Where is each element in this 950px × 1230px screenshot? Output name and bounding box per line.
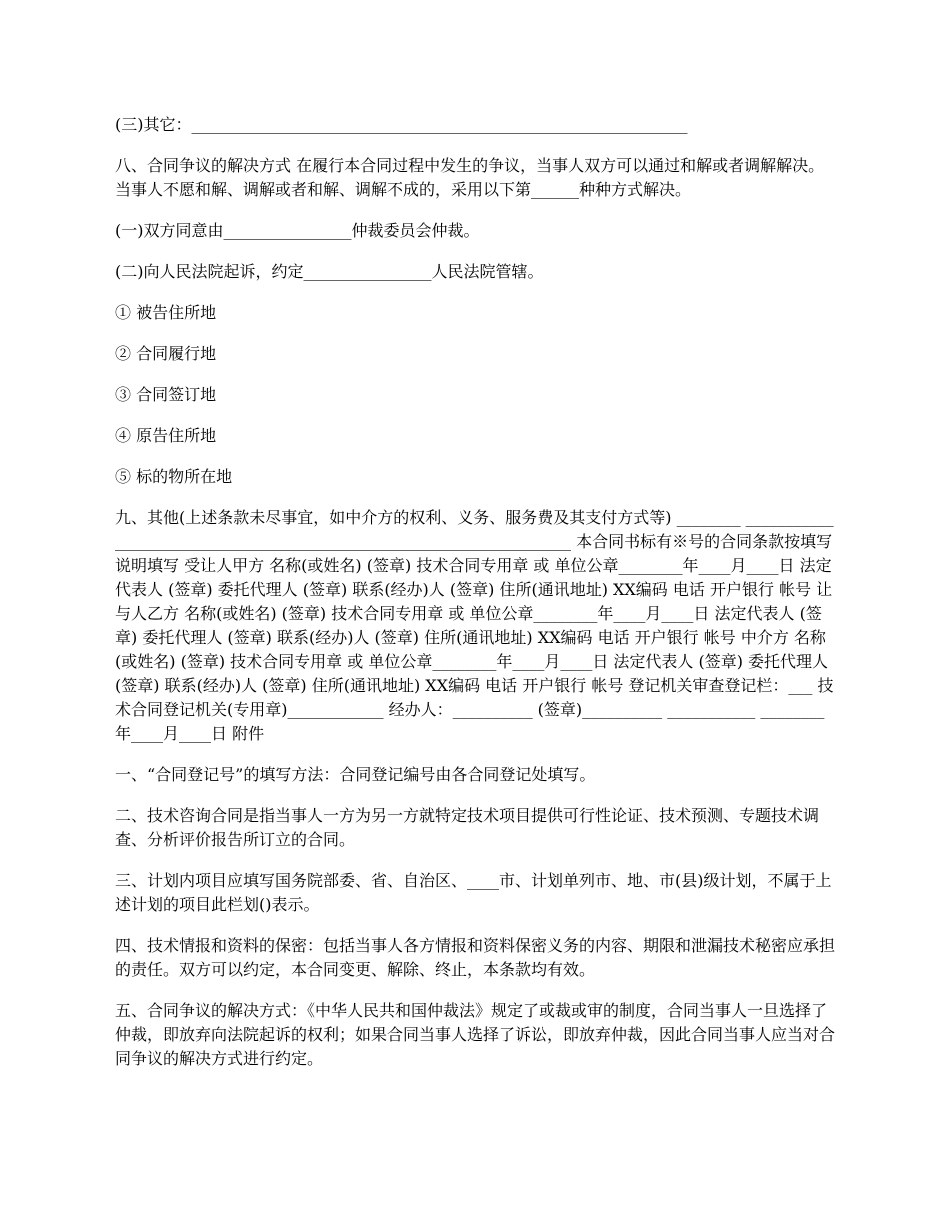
clause-9-other-and-signatures: 九、其他(上述条款未尽事宜，如中介方的权利、义务、服务费及其支付方式等) ________ ____________________________________________________________________ 本合同书标有※号的合同条款按填写说明填写 受让人甲方 名称(或姓名) (签章) 技术合同专用章 或 单位公章________年____月____日 法定代表人 (签章) 委托代理人 (签章) 联系(经办)人 (签章) 住所(通讯地址) XX编码 电话 开户银行 帐号 让与人乙方 名称(或姓名) (签章) 技术合同专用章 或 单位公章________年____月____日 法定代表人 (签章) 委托代理人 (签章) 联系(经办)人 (签章) 住所(通讯地址) XX编码 电话 开户银行 帐号 中介方 名称(或姓名) (签章) 技术合同专用章 或 单位公章________年____月____日 法定代表人 (签章) 委托代理人 (签章) 联系(经办)人 (签章) 住所(通讯地址) XX编码 电话 开户银行 帐号 登记机关审查登记栏：___ 技术合同登记机关(专用章)____________ 经办人：__________ (签章)__________ ___________ ________年____月____日 附件 [115, 508, 834, 743]
option-litigation: (二)向人民法院起诉，约定________________人民法院管辖。 [115, 262, 544, 281]
venue-option-1: ① 被告住所地 [115, 303, 217, 322]
clause-other: (三)其它：______________________________________________________________ [115, 115, 688, 134]
option-arbitration: (一)双方同意由________________仲裁委员会仲裁。 [115, 221, 480, 240]
venue-option-5: ⑤ 标的物所在地 [115, 467, 233, 486]
venue-option-4: ④ 原告住所地 [115, 426, 217, 445]
document-body [115, 113, 835, 1088]
clause-8-dispute-resolution: 八、合同争议的解决方式 在履行本合同过程中发生的争议，当事人双方可以通过和解或者调解解决。当事人不愿和解、调解或者和解、调解不成的，采用以下第______种种方式解决。 [115, 156, 825, 199]
note-3-planned-projects: 三、计划内项目应填写国务院部委、省、自治区、____市、计划单列市、地、市(县)级计划，不属于上述计划的项目此栏划()表示。 [115, 871, 832, 914]
note-5-dispute-resolution: 五、合同争议的解决方式：《中华人民共和国仲裁法》规定了或裁或审的制度，合同当事人一旦选择了仲裁，即放弃向法院起诉的权利；如果合同当事人选择了诉讼，即放弃仲裁，因此合同当事人应当对合同争议的解决方式进行约定。 [115, 1001, 836, 1068]
note-2-consulting-contract: 二、技术咨询合同是指当事人一方为另一方就特定技术项目提供可行性论证、技术预测、专题技术调查、分析评价报告所订立的合同。 [115, 806, 820, 849]
note-1-registration-number: 一、“合同登记号”的填写方法：合同登记编号由各合同登记处填写。 [115, 765, 596, 784]
venue-option-3: ③ 合同签订地 [115, 385, 217, 404]
note-4-confidentiality: 四、技术情报和资料的保密：包括当事人各方情报和资料保密义务的内容、期限和泄漏技术秘密应承担的责任。双方可以约定，本合同变更、解除、终止，本条款均有效。 [115, 936, 836, 979]
venue-option-2: ② 合同履行地 [115, 344, 217, 363]
